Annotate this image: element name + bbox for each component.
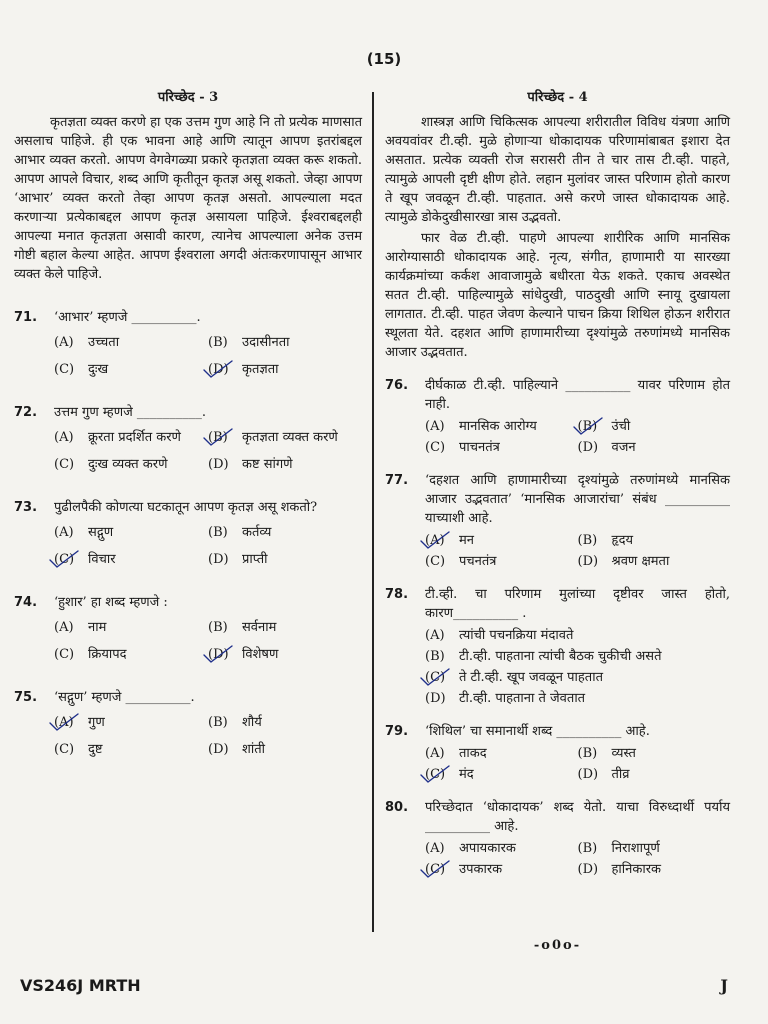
option-b[interactable] bbox=[208, 428, 362, 447]
question-number: 79. bbox=[385, 724, 409, 739]
question-text: ‘आभार’ म्हणजे __________. bbox=[54, 310, 201, 325]
question-74 bbox=[14, 593, 362, 664]
option-letter: (B) bbox=[208, 525, 228, 540]
option-d[interactable] bbox=[208, 740, 362, 759]
option-letter: (C) bbox=[54, 742, 75, 757]
option-letter: (C) bbox=[425, 862, 446, 877]
option-b[interactable] bbox=[208, 523, 362, 542]
option-text: दुःख व्यक्त करणे bbox=[88, 457, 168, 472]
options-list bbox=[54, 523, 362, 569]
end-mark: -o0o- bbox=[533, 938, 582, 953]
option-letter: (B) bbox=[577, 841, 598, 856]
option-c[interactable] bbox=[425, 765, 578, 784]
option-c[interactable] bbox=[425, 860, 578, 879]
options-list bbox=[425, 744, 730, 784]
option-letter: (B) bbox=[577, 746, 598, 761]
option-c[interactable] bbox=[54, 645, 208, 664]
question-text: ‘सद्गुण’ म्हणजे __________. bbox=[54, 690, 195, 705]
option-text: विचार bbox=[88, 552, 116, 567]
option-letter: (B) bbox=[208, 620, 228, 635]
question-list bbox=[14, 308, 362, 759]
paper-code: VS246J MRTH bbox=[20, 976, 141, 995]
option-a[interactable] bbox=[54, 333, 208, 352]
option-b[interactable] bbox=[578, 531, 731, 550]
options-list bbox=[54, 428, 362, 474]
option-text: शौर्य bbox=[242, 715, 262, 730]
question-77 bbox=[385, 471, 730, 571]
option-b[interactable] bbox=[578, 839, 731, 858]
option-letter: (A) bbox=[54, 335, 74, 350]
question-number: 80. bbox=[385, 800, 409, 815]
option-text: विशेषण bbox=[242, 647, 279, 662]
option-letter: (D) bbox=[208, 742, 229, 757]
question-number: 77. bbox=[385, 473, 409, 488]
option-text: श्रवण क्षमता bbox=[611, 554, 670, 569]
option-d[interactable] bbox=[578, 438, 731, 457]
option-b[interactable] bbox=[425, 647, 730, 666]
option-letter: (B) bbox=[577, 419, 598, 434]
option-text: क्रियापद bbox=[88, 647, 127, 662]
option-letter: (B) bbox=[208, 335, 228, 350]
options-list bbox=[54, 713, 362, 759]
option-c[interactable] bbox=[425, 668, 730, 687]
question-80 bbox=[385, 798, 730, 879]
option-d[interactable] bbox=[578, 765, 731, 784]
question-text: टी.व्ही. चा परिणाम मुलांच्या दृष्टीवर जास्त होतो, कारण__________ . bbox=[425, 587, 730, 621]
question-number: 72. bbox=[14, 405, 38, 420]
question-number: 74. bbox=[14, 595, 38, 610]
question-text: पुढीलपैकी कोणत्या घटकातून आपण कृतज्ञ असू शकतो? bbox=[54, 500, 318, 515]
option-text: उपकारक bbox=[459, 862, 503, 877]
option-c[interactable] bbox=[54, 360, 208, 379]
option-letter: (C) bbox=[54, 647, 75, 662]
option-letter: (B) bbox=[208, 430, 228, 445]
option-text: मन bbox=[459, 533, 474, 548]
option-letter: (C) bbox=[54, 552, 75, 567]
option-text: व्यस्त bbox=[611, 746, 636, 761]
option-letter: (A) bbox=[54, 715, 74, 730]
option-text: अपायकारक bbox=[459, 841, 516, 856]
option-d[interactable] bbox=[208, 360, 362, 379]
option-letter: (A) bbox=[425, 841, 445, 856]
question-78 bbox=[385, 585, 730, 708]
question-text: परिच्छेदात ‘धोकादायक’ शब्द येतो. याचा विरुध्दार्थी पर्याय __________ आहे. bbox=[425, 800, 730, 834]
option-text: सद्गुण bbox=[88, 525, 114, 540]
option-c[interactable] bbox=[54, 550, 208, 569]
question-75 bbox=[14, 688, 362, 759]
option-a[interactable] bbox=[425, 626, 730, 645]
page-number: (15) bbox=[366, 50, 402, 68]
option-a[interactable] bbox=[425, 744, 578, 763]
option-d[interactable] bbox=[578, 552, 731, 571]
passage-3-column bbox=[14, 88, 362, 759]
option-letter: (C) bbox=[425, 440, 446, 455]
option-d[interactable] bbox=[208, 550, 362, 569]
options-list bbox=[425, 417, 730, 457]
option-text: त्यांची पचनक्रिया मंदावते bbox=[459, 628, 574, 643]
option-c[interactable] bbox=[54, 455, 208, 474]
option-text: उंची bbox=[611, 419, 631, 434]
question-text: ‘दहशत आणि हाणामारीच्या दृश्यांमुळे तरुणांमध्ये मानसिक आजार उद्भवतात’ ‘मानसिक आजारांचा’ संबंध __________ याच्याशी आहे. bbox=[425, 473, 730, 526]
option-text: प्राप्ती bbox=[242, 552, 268, 567]
question-76 bbox=[385, 376, 730, 457]
option-a[interactable] bbox=[425, 839, 578, 858]
passage-text: फार वेळ टी.व्ही. पाहणे आपल्या शारीरिक आणि मानसिक आरोग्यासाठी धोकादायक आहे. नृत्य, संगीत, हाणामारी या सारख्या कार्यक्रमांच्या कर्कश आवाजामुळे बधीरता येऊ शकते. एकाच अवस्थेत सतत टी.व्ही. पाहिल्यामुळे सांधेदुखी, पाठदुखी आणि स्नायू दुखायला लागतात. टी.व्ही. पाहत जेवण केल्याने पाचन क्रिया शिथिल होऊन शरीरात स्थूलता येते. दहशत आणि हाणामारीच्या दृश्यांमुळे तरुणांमध्ये मानसिक आजार उद्भवतात. bbox=[385, 231, 730, 360]
option-letter: (A) bbox=[425, 533, 445, 548]
question-number: 71. bbox=[14, 310, 38, 325]
question-number: 73. bbox=[14, 500, 38, 515]
passage-text: शास्त्रज्ञ आणि चिकित्सक आपल्या शरीरातील विविध यंत्रणा आणि अवयवांवर टी.व्ही. मुळे होणाऱ्या धोकादायक परिणामांबाबत इशारा देत असतात. प्रत्येक व्यक्ती रोज सरासरी तीन ते चार तास टी.व्ही. पाहते, त्यामुळे आपली दृष्टी क्षीण होते. लहान मुलांवर जास्त परिणाम होतो कारण ते खूप जवळून टी.व्ही. पाहतात. असे करणे जास्त धोकादायक आहे. त्यामुळे डोकेदुखीसारखा त्रास उद्भवतो. bbox=[385, 115, 730, 225]
option-text: मंद bbox=[459, 767, 474, 782]
option-b[interactable] bbox=[208, 618, 362, 637]
option-text: ताकद bbox=[459, 746, 487, 761]
question-79 bbox=[385, 722, 730, 784]
question-71 bbox=[14, 308, 362, 379]
option-text: नाम bbox=[88, 620, 107, 635]
option-text: कृतज्ञता व्यक्त करणे bbox=[242, 430, 338, 445]
options-list bbox=[425, 839, 730, 879]
option-letter: (C) bbox=[425, 670, 446, 685]
option-a[interactable] bbox=[54, 523, 208, 542]
option-letter: (A) bbox=[425, 419, 445, 434]
option-letter: (A) bbox=[425, 628, 445, 643]
option-letter: (A) bbox=[54, 430, 74, 445]
option-letter: (C) bbox=[54, 457, 75, 472]
option-letter: (D) bbox=[208, 647, 229, 662]
option-b[interactable] bbox=[208, 713, 362, 732]
option-b[interactable] bbox=[208, 333, 362, 352]
option-d[interactable] bbox=[208, 455, 362, 474]
option-text: दुष्ट bbox=[88, 742, 103, 757]
option-letter: (D) bbox=[577, 767, 599, 782]
question-number: 75. bbox=[14, 690, 38, 705]
option-letter: (D) bbox=[208, 362, 229, 377]
section-heading: परिच्छेद - 4 bbox=[527, 90, 588, 105]
question-73 bbox=[14, 498, 362, 569]
option-text: कृतज्ञता bbox=[242, 362, 279, 377]
option-letter: (B) bbox=[577, 533, 598, 548]
question-text: दीर्घकाळ टी.व्ही. पाहिल्याने __________ यावर परिणाम होत नाही. bbox=[425, 378, 730, 412]
option-a[interactable] bbox=[425, 417, 578, 436]
option-text: कष्ट सांगणे bbox=[242, 457, 293, 472]
passage-text: कृतज्ञता व्यक्त करणे हा एक उत्तम गुण आहे नि तो प्रत्येक माणसात असलाच पाहिजे. ही एक भावना आहे आणि त्यातून आपण इतरांबद्दल आभार व्यक्त करतो. आपण वेगवेगळ्या प्रकारे कृतज्ञता व्यक्त करू शकतो. आपण आपले विचार, शब्द आणि कृतीतून कृतज्ञ असू शकतो. जेव्हा आपण ‘आभार’ व्यक्त करतो तेव्हा आपण कृतज्ञ असतो. आपल्याला मदत करणाऱ्या प्रत्येकाबद्दल आपण कृतज्ञ असायला पाहिजे. ईश्वराबद्दलही आपल्या मनात कृतज्ञता असावी कारण, त्यानेच आपल्याला अनेक उत्तम गोष्टी बहाल केल्या आहेत. आपण ईश्वराला अगदी अंतःकरणापासून आभार व्यक्त केले पाहिजे. bbox=[14, 115, 362, 282]
option-letter: (D) bbox=[208, 552, 229, 567]
option-text: शांती bbox=[242, 742, 265, 757]
option-letter: (C) bbox=[54, 362, 75, 377]
option-text: पाचनतंत्र bbox=[459, 440, 500, 455]
question-list bbox=[385, 376, 730, 879]
option-text: उदासीनता bbox=[242, 335, 290, 350]
option-a[interactable] bbox=[54, 428, 208, 447]
option-text: गुण bbox=[88, 715, 105, 730]
option-letter: (D) bbox=[577, 440, 599, 455]
question-text: ‘शिथिल’ चा समानार्थी शब्द __________ आहे. bbox=[425, 724, 650, 739]
option-text: हानिकारक bbox=[611, 862, 662, 877]
option-letter: (D) bbox=[425, 691, 446, 706]
option-text: वजन bbox=[611, 440, 636, 455]
option-text: तीव्र bbox=[611, 767, 630, 782]
option-letter: (C) bbox=[425, 767, 446, 782]
section-heading: परिच्छेद - 3 bbox=[157, 90, 219, 105]
question-text: उत्तम गुण म्हणजे __________. bbox=[54, 405, 207, 420]
passage-4-column bbox=[385, 88, 730, 879]
option-c[interactable] bbox=[425, 438, 578, 457]
option-a[interactable] bbox=[54, 618, 208, 637]
option-c[interactable] bbox=[54, 740, 208, 759]
question-number: 78. bbox=[385, 587, 409, 602]
option-d[interactable] bbox=[578, 860, 731, 879]
option-text: निराशापूर्ण bbox=[611, 841, 660, 856]
option-text: ते टी.व्ही. खूप जवळून पाहतात bbox=[459, 670, 603, 685]
option-c[interactable] bbox=[425, 552, 578, 571]
question-number: 76. bbox=[385, 378, 409, 393]
option-text: मानसिक आरोग्य bbox=[459, 419, 537, 434]
question-text: ‘हुशार’ हा शब्द म्हणजे : bbox=[54, 595, 168, 610]
option-d[interactable] bbox=[425, 689, 730, 708]
option-letter: (A) bbox=[54, 525, 74, 540]
options-list bbox=[54, 618, 362, 664]
option-letter: (C) bbox=[425, 554, 446, 569]
paper-set: J bbox=[720, 976, 728, 995]
option-b[interactable] bbox=[578, 744, 731, 763]
option-letter: (D) bbox=[577, 554, 599, 569]
question-72 bbox=[14, 403, 362, 474]
option-letter: (B) bbox=[208, 715, 228, 730]
option-a[interactable] bbox=[54, 713, 208, 732]
option-text: पचनतंत्र bbox=[459, 554, 497, 569]
options-list bbox=[425, 531, 730, 571]
option-text: हृदय bbox=[611, 533, 634, 548]
option-text: दुःख bbox=[88, 362, 109, 377]
option-letter: (D) bbox=[577, 862, 599, 877]
option-text: टी.व्ही. पाहताना ते जेवतात bbox=[459, 691, 586, 706]
column-divider bbox=[372, 92, 374, 932]
option-letter: (A) bbox=[54, 620, 74, 635]
option-text: उच्चता bbox=[88, 335, 120, 350]
options-list bbox=[54, 333, 362, 379]
options-list bbox=[425, 626, 730, 708]
option-text: कर्तव्य bbox=[242, 525, 272, 540]
option-b[interactable] bbox=[578, 417, 731, 436]
option-letter: (A) bbox=[425, 746, 445, 761]
option-text: क्रूरता प्रदर्शित करणे bbox=[88, 430, 181, 445]
option-text: टी.व्ही. पाहताना त्यांची बैठक चुकीची असते bbox=[459, 649, 662, 664]
option-letter: (B) bbox=[425, 649, 445, 664]
option-a[interactable] bbox=[425, 531, 578, 550]
option-letter: (D) bbox=[208, 457, 229, 472]
option-text: सर्वनाम bbox=[242, 620, 277, 635]
option-d[interactable] bbox=[208, 645, 362, 664]
